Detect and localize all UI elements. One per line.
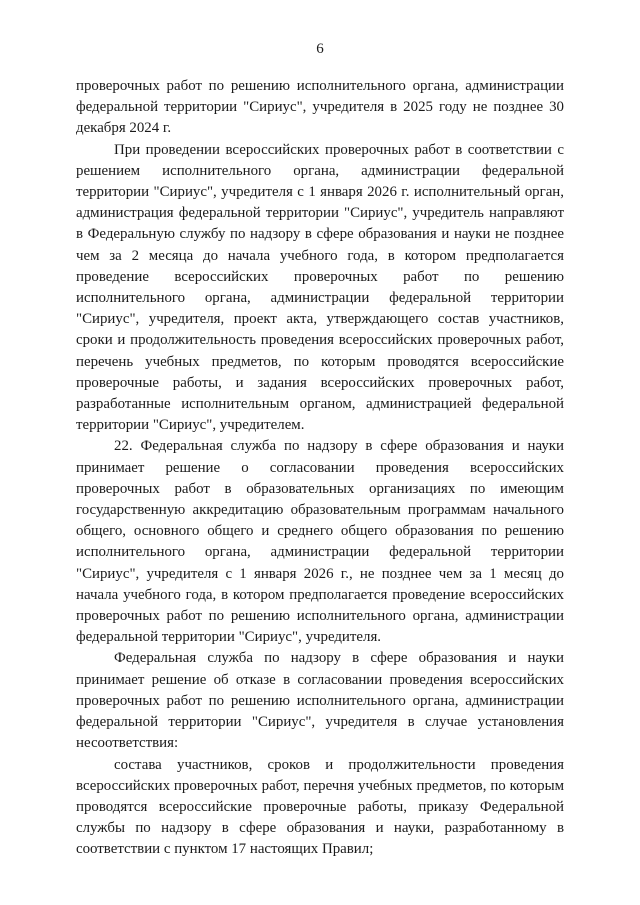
- paragraph-refusal-decision: Федеральная служба по надзору в сфере образования и науки принимает решение об отказе в согласовании проведения всероссийских проверочных работ по решению исполнительного органа, администрации федеральной территории "Сириус", учредителя в случае установления несоответствия:: [76, 650, 564, 752]
- paragraph-continuation: проверочных работ по решению исполнительного органа, администрации федеральной территории "Сириус", учредителя в 2025 году не позднее 30 декабря 2024 г.: [76, 78, 564, 137]
- paragraph-refusal-condition: состава участников, сроков и продолжительности проведения всероссийских проверочных работ, перечня учебных предметов, по которым проводятся всероссийские проверочные работы, приказу Федеральной службы по надзору в сфере образования и науки, разработанному в соответствии с пунктом 17 настоящих Правил;: [76, 756, 564, 858]
- page-number: 6: [316, 41, 324, 57]
- document-body: [76, 76, 564, 861]
- paragraph-item-22: 22. Федеральная служба по надзору в сфере образования и науки принимает решение о согласовании проведения всероссийских проверочных работ в образовательных организациях по имеющим государственную аккредитацию образовательным программам начального общего, основного общего и среднего общего образования по решению исполнительного органа, администрации федеральной территории "Сириус", учредителя с 1 января 2026 г., не позднее чем за 1 месяц до начала учебного года, в котором предполагается проведение всероссийских проверочных работ по решению исполнительного органа, администрации федеральной территории "Сириус", учредителя.: [76, 438, 564, 646]
- paragraph-submission-procedure: При проведении всероссийских проверочных работ в соответствии с решением исполнительного органа, администрации федеральной территории "Сириус", учредителя с 1 января 2026 г. исполнительный орган, администрация федеральной территории "Сириус", учредитель направляют в Федеральную службу по надзору в сфере образования и науки не позднее чем за 2 месяца до начала учебного года, в котором предполагается проведение всероссийских проверочных работ по решению исполнительного органа, администрации федеральной территории "Сириус", учредителя, проект акта, утверждающего состав участников, сроки и продолжительность проведения всероссийских проверочных работ, перечень учебных предметов, по которым проводятся всероссийские проверочные работы, и задания всероссийских проверочных работ, разработанные исполнительным органом, администрацией федеральной территории "Сириус", учредителем.: [76, 141, 564, 434]
